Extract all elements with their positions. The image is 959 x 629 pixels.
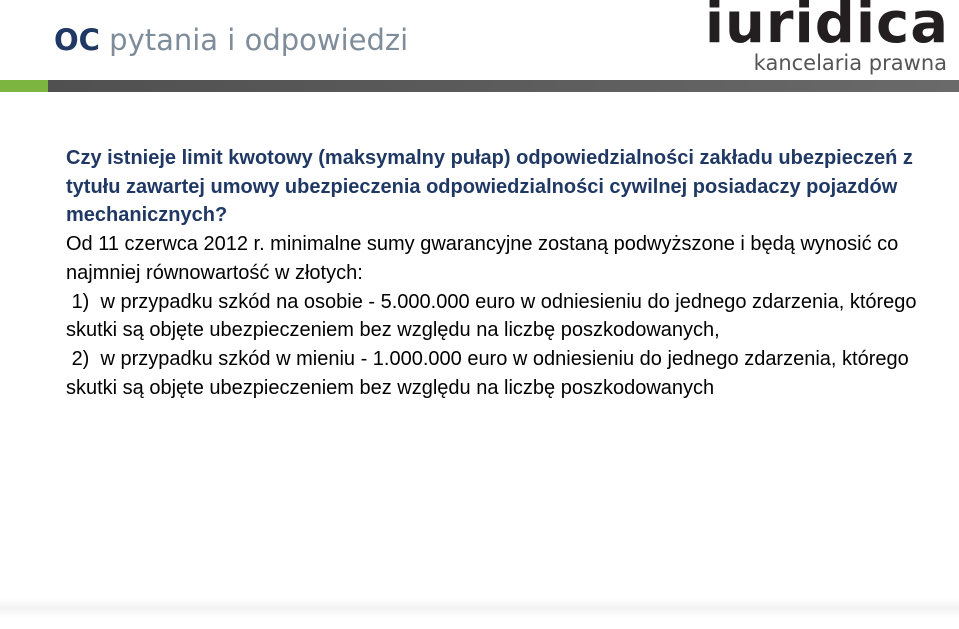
logo [704, 0, 949, 80]
answer-intro: Od 11 czerwca 2012 r. minimalne sumy gwarancyjne zostaną podwyższone i będą wynosić co najmniej równowartość w złotych: [66, 233, 899, 284]
title-rest: pytania i odpowiedzi [109, 23, 409, 57]
header-band-accent [0, 80, 48, 92]
logo-brand: iuridica [704, 0, 949, 56]
footer-fade [0, 598, 959, 618]
page-title [54, 20, 408, 60]
header-band [0, 80, 959, 92]
answer-point-1: 1) w przypadku szkód na osobie - 5.000.000 euro w odniesieniu do jednego zdarzenia, którego skutki są objęte ubezpieczeniem bez względu na liczbę poszkodowanych, [66, 290, 923, 342]
logo-tagline: kancelaria prawna [753, 51, 947, 75]
question-text: Czy istnieje limit kwotowy (maksymalny pułap) odpowiedzialności zakładu ubezpieczeń z tytułu zawartej umowy ubezpieczenia odpowiedzialności cywilnej posiadaczy pojazdów mechanicznych? [66, 147, 913, 227]
title-strong: OC [54, 23, 100, 57]
answer-point-2: 2) w przypadku szkód w mieniu - 1.000.000 euro w odniesieniu do jednego zdarzenia, którego skutki są objęte ubezpieczeniem bez względu na liczbę poszkodowanych [66, 347, 915, 399]
slide-body [66, 144, 946, 402]
